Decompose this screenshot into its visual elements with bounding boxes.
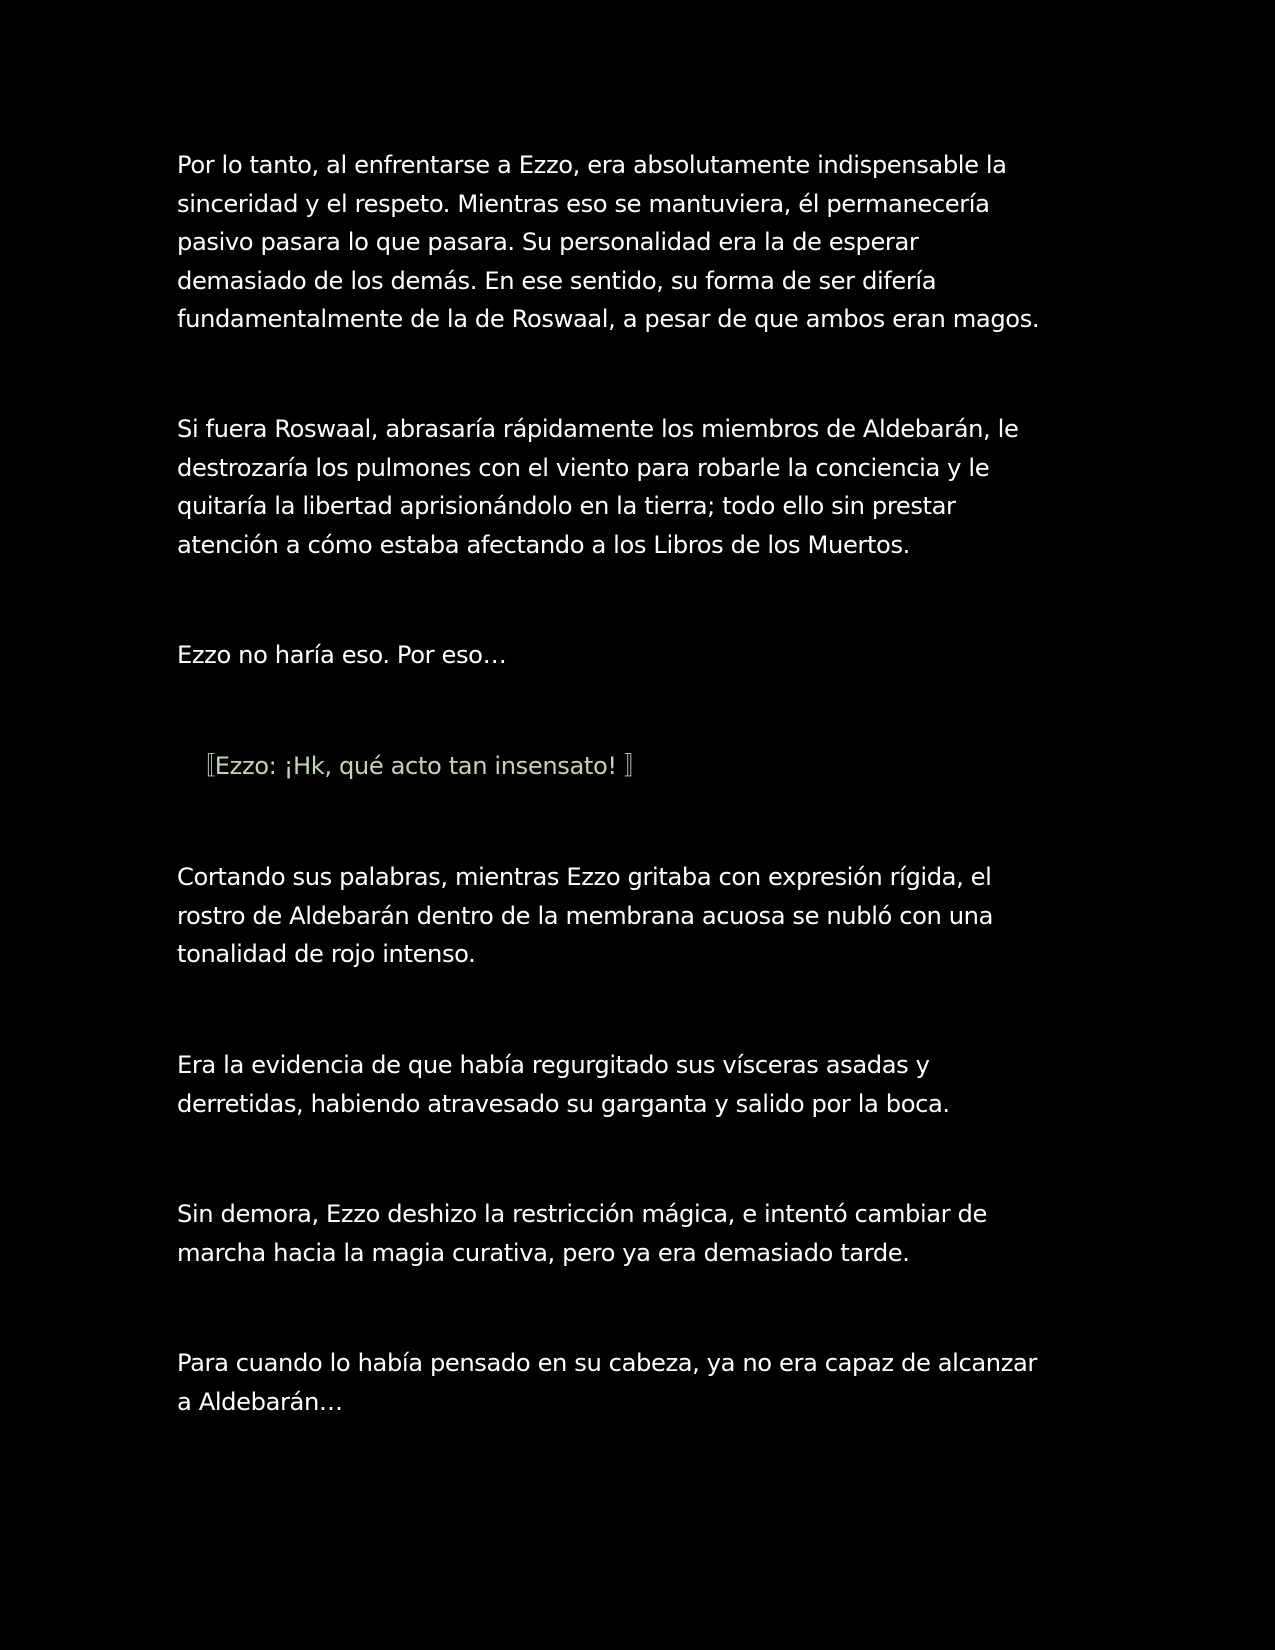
paragraph-1: Por lo tanto, al enfrentarse a Ezzo, era absolutamente indispensable la sinceridad y el respeto. Mientras eso se mantuviera, él permanecería pasivo pasara lo que pasara. Su personalidad era la de esperar demasiado de los demás. En ese sentido, su forma de ser difería fundamentalmente de la de Roswaal, a pesar de que ambos eran magos. bbox=[177, 151, 1040, 333]
paragraph-6: Era la evidencia de que había regurgitado sus vísceras asadas y derretidas, habiendo atravesado su garganta y salido por la boca. bbox=[177, 1051, 950, 1118]
document-page bbox=[177, 0, 1107, 1650]
paragraph-7: Sin demora, Ezzo deshizo la restricción mágica, e intentó cambiar de marcha hacia la magia curativa, pero ya era demasiado tarde. bbox=[177, 1200, 987, 1267]
paragraph-5: Cortando sus palabras, mientras Ezzo gritaba con expresión rígida, el rostro de Aldebarán dentro de la membrana acuosa se nubló con una tonalidad de rojo intenso. bbox=[177, 863, 993, 968]
dialogue-line: 〚Ezzo: ¡Hk, qué acto tan insensato! 〛 bbox=[191, 752, 648, 780]
paragraph-2: Si fuera Roswaal, abrasaría rápidamente los miembros de Aldebarán, le destrozaría los pulmones con el viento para robarle la conciencia y le quitaría la libertad aprisionándolo en la tierra; todo ello sin prestar atención a cómo estaba afectando a los Libros de los Muertos. bbox=[177, 415, 1019, 559]
paragraph-3: Ezzo no haría eso. Por eso… bbox=[177, 641, 507, 669]
paragraph-8: Para cuando lo había pensado en su cabeza, ya no era capaz de alcanzar a Aldebarán… bbox=[177, 1349, 1037, 1416]
